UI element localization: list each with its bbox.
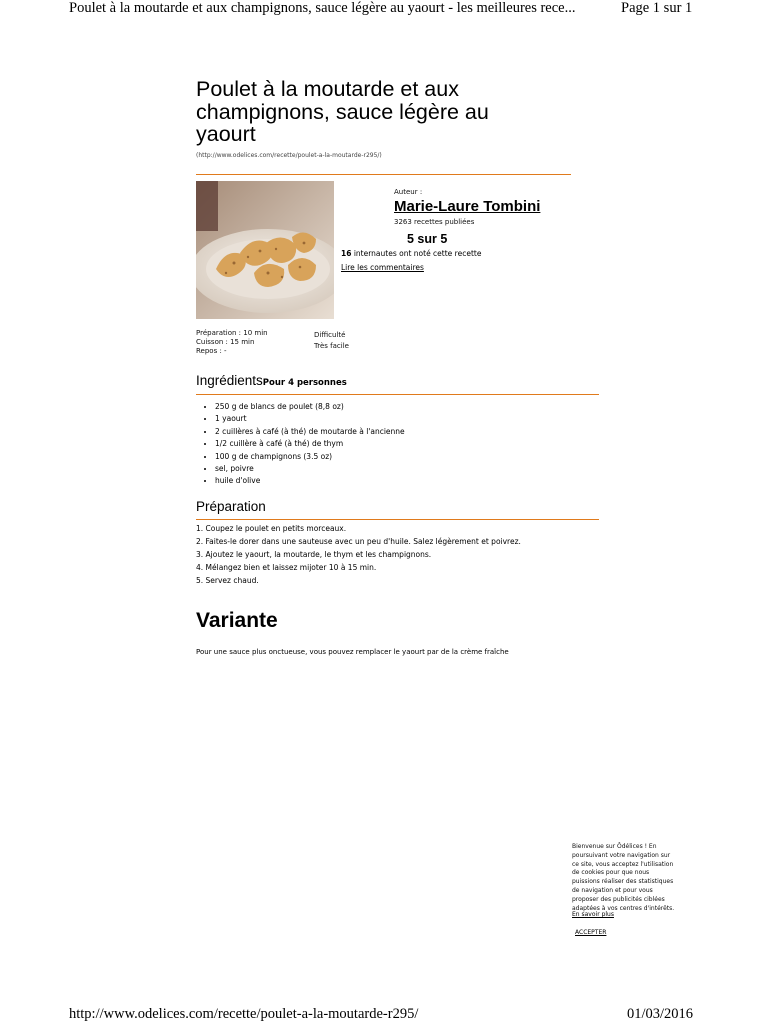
recipe-title bbox=[196, 78, 556, 146]
ingredients-heading bbox=[196, 373, 347, 388]
preparation-step: 5. Servez chaud. bbox=[196, 575, 259, 585]
recipe-title-line: yaourt bbox=[196, 122, 256, 146]
cook-time: Cuisson : 15 min bbox=[196, 338, 255, 346]
ingredient-item: • 100 g de champignons (3.5 oz) bbox=[215, 451, 405, 463]
preparation-heading: Préparation bbox=[196, 499, 266, 514]
chicken-dish-photo-icon bbox=[196, 181, 334, 319]
ingredient-item: • 1/2 cuillère à café (à thé) de thym bbox=[215, 438, 405, 450]
preparation-divider bbox=[196, 519, 599, 520]
cookie-text-line: Bienvenue sur Ôdélices ! En bbox=[572, 843, 657, 850]
author-label: Auteur : bbox=[394, 188, 423, 196]
source-url[interactable]: (http://www.odelices.com/recette/poulet-a-la-moutarde-r295/) bbox=[196, 152, 382, 159]
ingredient-item: • 1 yaourt bbox=[215, 413, 405, 425]
cookie-text-line: adaptées à vos centres d'intérêts. bbox=[572, 904, 675, 912]
variante-text: Pour une sauce plus onctueuse, vous pouvez remplacer le yaourt par de la crème fraîche bbox=[196, 648, 509, 656]
ingredients-list bbox=[203, 401, 405, 488]
difficulty-label: Difficulté bbox=[314, 331, 346, 339]
cookie-banner bbox=[572, 843, 707, 913]
rating-score: 5 sur 5 bbox=[407, 232, 448, 246]
cookie-learn-more-link[interactable]: En savoir plus bbox=[572, 911, 614, 918]
recipe-title-line: champignons, sauce légère au bbox=[196, 99, 489, 124]
ingredients-divider bbox=[196, 394, 599, 395]
author-name-link[interactable]: Marie-Laure Tombini bbox=[394, 198, 541, 215]
servings: Pour 4 personnes bbox=[262, 378, 347, 388]
variante-heading: Variante bbox=[196, 609, 278, 632]
print-footer-date: 01/03/2016 bbox=[627, 1006, 694, 1022]
preparation-step: 1. Coupez le poulet en petits morceaux. bbox=[196, 524, 347, 533]
cookie-text-line: de cookies pour que nous bbox=[572, 869, 650, 877]
cookie-text-line: puissions réaliser des statistiques bbox=[572, 878, 674, 886]
title-divider bbox=[196, 174, 571, 175]
author-recipes-count: 3263 recettes publiées bbox=[394, 218, 475, 226]
preparation-step: 4. Mélangez bien et laissez mijoter 10 à 15 min. bbox=[196, 562, 377, 572]
print-header-page-number: Page 1 sur 1 bbox=[621, 0, 693, 16]
preparation-steps bbox=[196, 523, 521, 588]
rating-votes bbox=[341, 249, 481, 258]
ingredient-item: • 2 cuillères à café (à thé) de moutarde à l'ancienne bbox=[215, 426, 405, 438]
ingredient-item: • huile d'olive bbox=[215, 475, 405, 487]
rest-time: Repos : - bbox=[196, 347, 227, 355]
ingredient-item: • sel, poivre bbox=[215, 463, 405, 475]
votes-count: 16 bbox=[341, 249, 352, 258]
cookie-text-line: de navigation et pour vous bbox=[572, 886, 653, 894]
preparation-step: 2. Faites-le dorer dans une sauteuse avec un peu d'huile. Salez légèrement et poivrez. bbox=[196, 536, 521, 546]
recipe-photo bbox=[196, 181, 334, 319]
read-comments-link[interactable]: Lire les commentaires bbox=[341, 263, 424, 272]
cookie-text-line: ce site, vous acceptez l'utilisation bbox=[572, 860, 674, 868]
prep-time: Préparation : 10 min bbox=[196, 329, 268, 337]
preparation-step: 3. Ajoutez le yaourt, la moutarde, le thym et les champignons. bbox=[196, 549, 432, 559]
votes-text: internautes ont noté cette recette bbox=[351, 249, 482, 258]
print-header-title: Poulet à la moutarde et aux champignons, sauce légère au yaourt - les meilleures rece... bbox=[69, 0, 576, 16]
cookie-text-line: proposer des publicités ciblées bbox=[572, 895, 665, 903]
difficulty-value: Très facile bbox=[314, 342, 349, 350]
cookie-text-line: poursuivant votre navigation sur bbox=[572, 851, 671, 859]
ingredients-title: Ingrédients bbox=[196, 373, 263, 388]
print-footer-url: http://www.odelices.com/recette/poulet-a-la-moutarde-r295/ bbox=[69, 1006, 419, 1022]
cookie-accept-button[interactable]: ACCEPTER bbox=[575, 929, 607, 936]
recipe-title-line: Poulet à la moutarde et aux bbox=[196, 77, 459, 101]
ingredient-item: • 250 g de blancs de poulet (8,8 oz) bbox=[215, 401, 405, 413]
